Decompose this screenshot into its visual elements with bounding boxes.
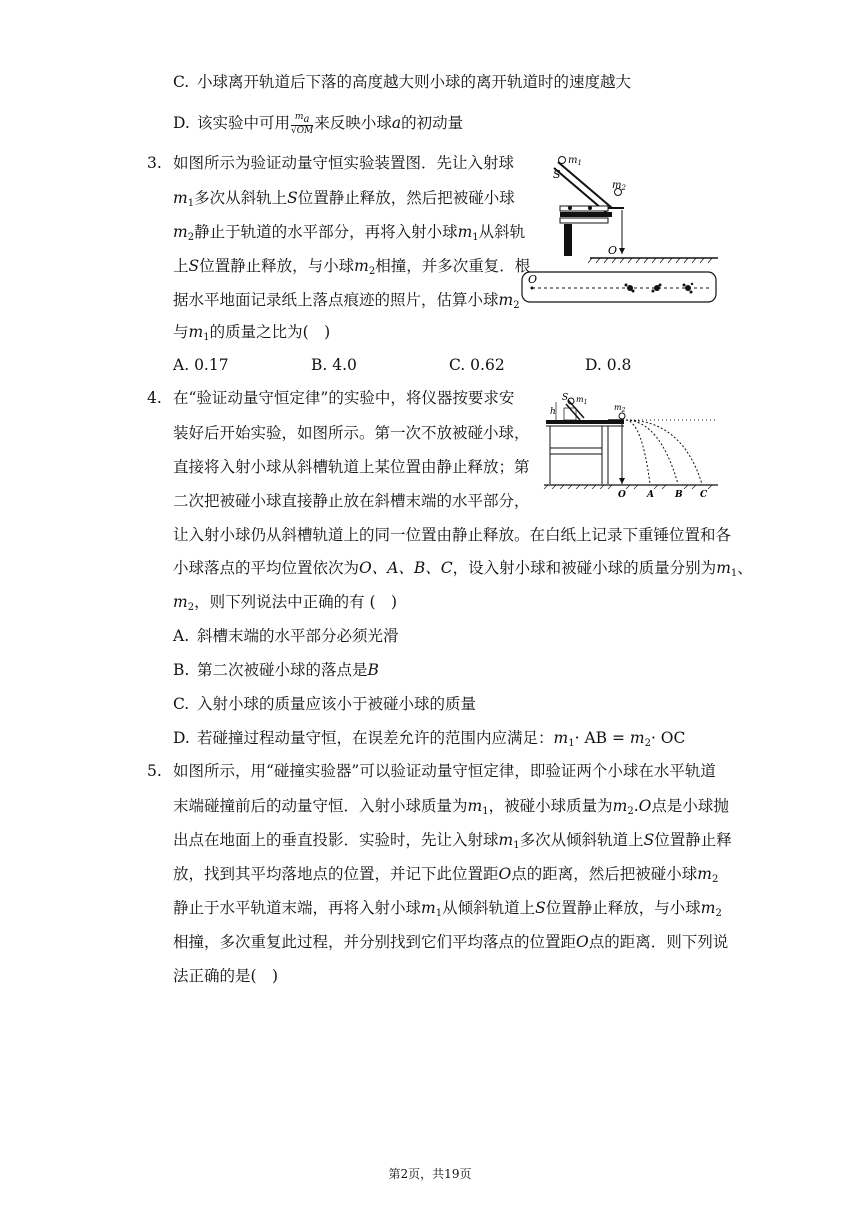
q3-option-a: A. 0.17	[173, 356, 229, 374]
q3-option-b: B. 4.0	[311, 356, 357, 374]
q4-number: 4.	[147, 389, 162, 407]
q4-option-a: A. 斜槽末端的水平部分必须光滑	[173, 627, 399, 645]
q3-text-line: 据水平地面记录纸上落点痕迹的照片，估算小球$m_2$	[173, 291, 520, 311]
q5-text-line: 出点在地面上的垂直投影．实验时，先让入射球$m_1$多次从倾斜轨道上S位置静止释	[173, 831, 732, 851]
q3-text-line: 与$m_1$的质量之比为( )	[173, 323, 331, 343]
fig-label-h: h	[550, 407, 556, 417]
q4-text-line: 在“验证动量守恒定律”的实验中，将仪器按要求安	[173, 389, 515, 407]
trajectory-A	[626, 420, 650, 484]
q5-text-line: 相撞，多次重复此过程，并分别找到它们平均落点的位置距O点的距离．则下列说	[173, 933, 729, 951]
q4-option-d: D. 若碰撞过程动量守恒，在误差允许的范围内应满足：$m_1\cdot$ AB = $m_2\cdot$ OC	[173, 729, 686, 749]
q4-text-line: 二次把被碰小球直接静止放在斜槽末端的水平部分，	[173, 492, 530, 510]
q2-option-d: D. 该实验中可用 $\frac{m_a}{√OM}$ 来反映小球a的初动量	[173, 112, 464, 136]
fig-label-m1: $m_1$	[576, 395, 588, 406]
q4-text-line: 让入射小球仍从斜槽轨道上的同一位置由静止释放。在白纸上记录下重锤位置和各	[173, 526, 732, 544]
q4-option-c: C. 入射小球的质量应该小于被碰小球的质量	[173, 695, 477, 713]
page-footer: 第2页，共19页	[388, 1167, 472, 1181]
ball-m1	[559, 157, 566, 164]
q3-text-line: 如图所示为验证动量守恒实验装置图．先让入射球	[173, 154, 515, 172]
q4-option-b: B. 第二次被碰小球的落点是B	[173, 661, 379, 679]
fig-label-m2: $m_2$	[614, 403, 626, 414]
q3-number: 3.	[147, 154, 162, 172]
fig-label-O: O	[608, 244, 618, 257]
q3-text-line: $m_1$多次从斜轨上S位置静止释放，然后把被碰小球	[173, 189, 515, 209]
q4-text-line: 直接将入射小球从斜槽轨道上某位置由静止释放；第	[173, 458, 530, 476]
q3-option-d: D. 0.8	[585, 356, 632, 374]
fig-label-m2: $m_2$	[612, 180, 626, 192]
q5-text-line: 末端碰撞前后的动量守恒．入射小球质量为$m_1$，被碰小球质量为$m_2.O$点是小球抛	[173, 797, 729, 817]
fig-label-S: S	[562, 393, 569, 403]
trajectory-B	[626, 420, 678, 484]
fig-label-C: C	[700, 490, 708, 500]
q5-text-line: 法正确的是( )	[173, 967, 279, 985]
q3-text-line: $m_2$静止于轨道的水平部分，再将入射小球$m_1$从斜轨	[173, 223, 526, 243]
trajectory-C	[626, 420, 702, 484]
fig-label-S: S	[553, 168, 561, 181]
fig-label-O2: O	[528, 273, 538, 286]
q4-text-line: 装好后开始实验，如图所示。第一次不放被碰小球，	[173, 424, 530, 442]
q4-apparatus-figure	[542, 388, 720, 500]
fig-label-m1: $m_1$	[568, 155, 582, 167]
fig-label-B: B	[675, 490, 683, 500]
q3-text-line: 上S位置静止释放，与小球$m_2$相撞，并多次重复．根	[173, 257, 531, 277]
q5-number: 5.	[147, 762, 162, 780]
q3-option-c: C. 0.62	[449, 356, 505, 374]
q4-text-line: 小球落点的平均位置依次为O、A、B、C，设入射小球和被碰小球的质量分别为$m_1$、	[173, 559, 753, 579]
q5-text-line: 静止于水平轨道末端，再将入射小球$m_1$从倾斜轨道上S位置静止释放，与小球$m_2$	[173, 899, 722, 919]
q2-option-c: C. 小球离开轨道后下落的高度越大则小球的离开轨道时的速度越大	[173, 73, 632, 91]
fig-label-O: O	[618, 490, 626, 500]
q3-apparatus-figure	[520, 148, 720, 310]
q5-text-line: 如图所示，用“碰撞实验器”可以验证动量守恒定律，即验证两个小球在水平轨道	[173, 762, 716, 780]
q5-text-line: 放，找到其平均落地点的位置，并记下此位置距O点的距离，然后把被碰小球$m_2$	[173, 865, 719, 885]
fraction: $\frac{m_a}{√OM}$	[291, 112, 314, 136]
fig-label-A: A	[647, 490, 654, 500]
q4-text-line: $m_2$，则下列说法中正确的有 ( )	[173, 593, 398, 613]
